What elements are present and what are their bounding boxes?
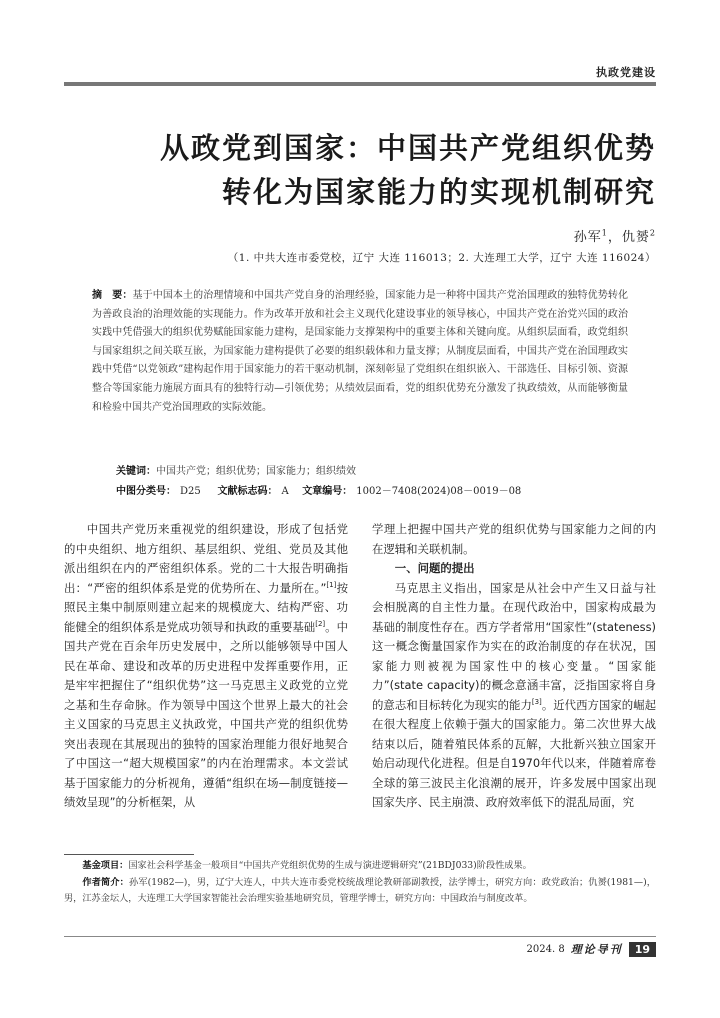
author-1-affiliation-mark: 1: [601, 228, 608, 238]
body-paragraph: [64, 520, 348, 813]
funding-label: 基金项目：: [82, 860, 129, 871]
author-bio-label: 作者简介：: [82, 876, 129, 888]
doc-code-label: 文献标志码：: [217, 486, 278, 497]
article-number-label: 文章编号：: [302, 486, 353, 497]
page-number: 19: [629, 942, 656, 957]
page-footer: [527, 940, 656, 958]
body-column-right: [372, 520, 656, 813]
body-paragraph: [372, 579, 656, 813]
footer-rule: [64, 936, 656, 937]
issue-date: 2024. 8: [526, 943, 565, 955]
doc-code-value: A: [281, 486, 289, 497]
funding-text: 国家社会科学基金一般项目“中国共产党组织优势的生成与演进逻辑研究”(21BDJ033)阶段性成果。: [128, 860, 532, 871]
section-tag: 执政党建设: [596, 66, 656, 79]
keywords: [116, 462, 356, 477]
affiliations: （1. 中共大连市委党校，辽宁 大连 116013；2. 大连理工大学，辽宁 大连 116024）: [227, 252, 656, 264]
funding-note: [64, 858, 656, 875]
abstract: [92, 287, 628, 417]
author-bio-note: [64, 875, 656, 908]
author-separator: ，: [607, 230, 622, 245]
body-text: 马克思主义指出，国家是从社会中产生又日益与社会相脱离的自主性力量。在现代政治中，国家构成最为基础的制度性存在。西方学者常用“国家性”(stateness)这一概念衡量国家作为实在的政治制度的存在状况，国家能力则被视为国家性中的核心变量。“国家能力”(state capacity)的概念意涵丰富，泛指国家将自身的意志和目标转化为现实的能力: [372, 580, 656, 712]
author-bio-text: 孙军(1982—)，男，辽宁大连人，中共大连市委党校统战理论教研部副教授，法学博士，研究方向：政党政治；仇赟(1981—)，男，江苏金坛人，大连理工大学国家智能社会治理实验基地研究员，管理学博士，研究方向：中国政治与制度改革。: [64, 876, 656, 904]
clc-label: 中图分类号：: [116, 486, 176, 497]
author-line: [574, 226, 656, 245]
section-heading: 一、问题的提出: [394, 561, 475, 575]
body-text: 。近代西方国家的崛起在很大程度上依赖于强大的国家能力。第二次世界大战结束以后，随着殖民体系的瓦解，大批新兴独立国家开始启动现代化进程。但是自1970年代以来，伴随着席卷全球的第三波民主化浪潮的展开，许多发展中国家出现国家失序、民主崩溃、政府效率低下的混乱局面，究: [372, 697, 656, 809]
body-text: 按照民主集中制原则建立起来的规模庞大、结构严密、功能健全的组织体系是党成功领导和执政的重要基础: [64, 580, 348, 634]
author-2-affiliation-mark: 2: [649, 228, 656, 238]
body-text: 。中国共产党在百余年历史发展中，之所以能够领导中国人民在革命、建设和改革的历史进程中发挥重要作用，正是牢牢把握住了“组织优势”这一马克思主义政党的立党之基和生存命脉。作为领导中国这个世界上最大的社会主义国家的马克思主义执政党，中国共产党的组织优势突出表现在其展现出的独特的国家治理能力很好地契合了中国这一“超大规模国家”的内在治理需求。本文尝试基于国家能力的分析视角，遵循“组织在场—制度链接—绩效呈现”的分析框架，从: [64, 619, 348, 809]
body-text: 中国共产党历来重视党的组织建设，形成了包括党的中央组织、地方组织、基层组织、党组、党员及其他派出组织在内的严密组织体系。党的二十大报告明确指出：“严密的组织体系是党的优势所在、力量所在。”: [64, 522, 348, 595]
footnotes: [64, 858, 656, 908]
clc-value: D25: [180, 486, 201, 497]
article-title-line-2: 转化为国家能力的实现机制研究: [221, 175, 656, 209]
keywords-text: 中国共产党；组织优势；国家能力；组织绩效: [156, 466, 356, 477]
author-2: 仇赟: [621, 230, 650, 245]
classification-line: [116, 482, 525, 497]
author-1: 孙军: [573, 230, 602, 245]
article-title-line-1: 从政党到国家：中国共产党组织优势: [159, 131, 656, 165]
abstract-label: 摘 要：: [92, 290, 133, 301]
body-paragraph: 学理上把握中国共产党的组织优势与国家能力之间的内在逻辑和关联机制。: [372, 522, 656, 556]
citation-1: [1]: [326, 580, 337, 589]
journal-name: 理论导刊: [570, 943, 623, 956]
abstract-text: 基于中国本土的治理情境和中国共产党自身的治理经验，国家能力是一种将中国共产党治国理政的独特优势转化为善政良治的治理效能的实现能力。作为改革开放和社会主义现代化建设事业的领导核心，中国共产党在治党兴国的政治实践中凭借强大的组织优势赋能国家能力建构，是国家能力支撑架构中的重要主体和关键向度。从组织层面看，政党组织与国家组织之间关联互嵌，为国家能力建构提供了必要的组织载体和力量支撑；从制度层面看，中国共产党在治国理政实践中凭借“以党领政”建构起作用于国家能力的若干驱动机制，深刻彰显了党组织在组织嵌入、干部选任、目标引领、资源整合等国家能力施展方面具有的独特行动—引领优势；从绩效层面看，党的组织优势充分激发了执政绩效，从而能够衡量和检验中国共产党治国理政的实际效能。: [92, 290, 629, 413]
body-column-left: [64, 520, 348, 813]
header-rule: [64, 82, 656, 86]
citation-3: [3]: [531, 697, 542, 706]
footnote-rule: [64, 854, 194, 855]
article-number-value: 1002－7408(2024)08－0019－08: [356, 486, 522, 497]
keywords-label: 关键词：: [116, 466, 156, 477]
citation-2: [2]: [315, 619, 326, 628]
